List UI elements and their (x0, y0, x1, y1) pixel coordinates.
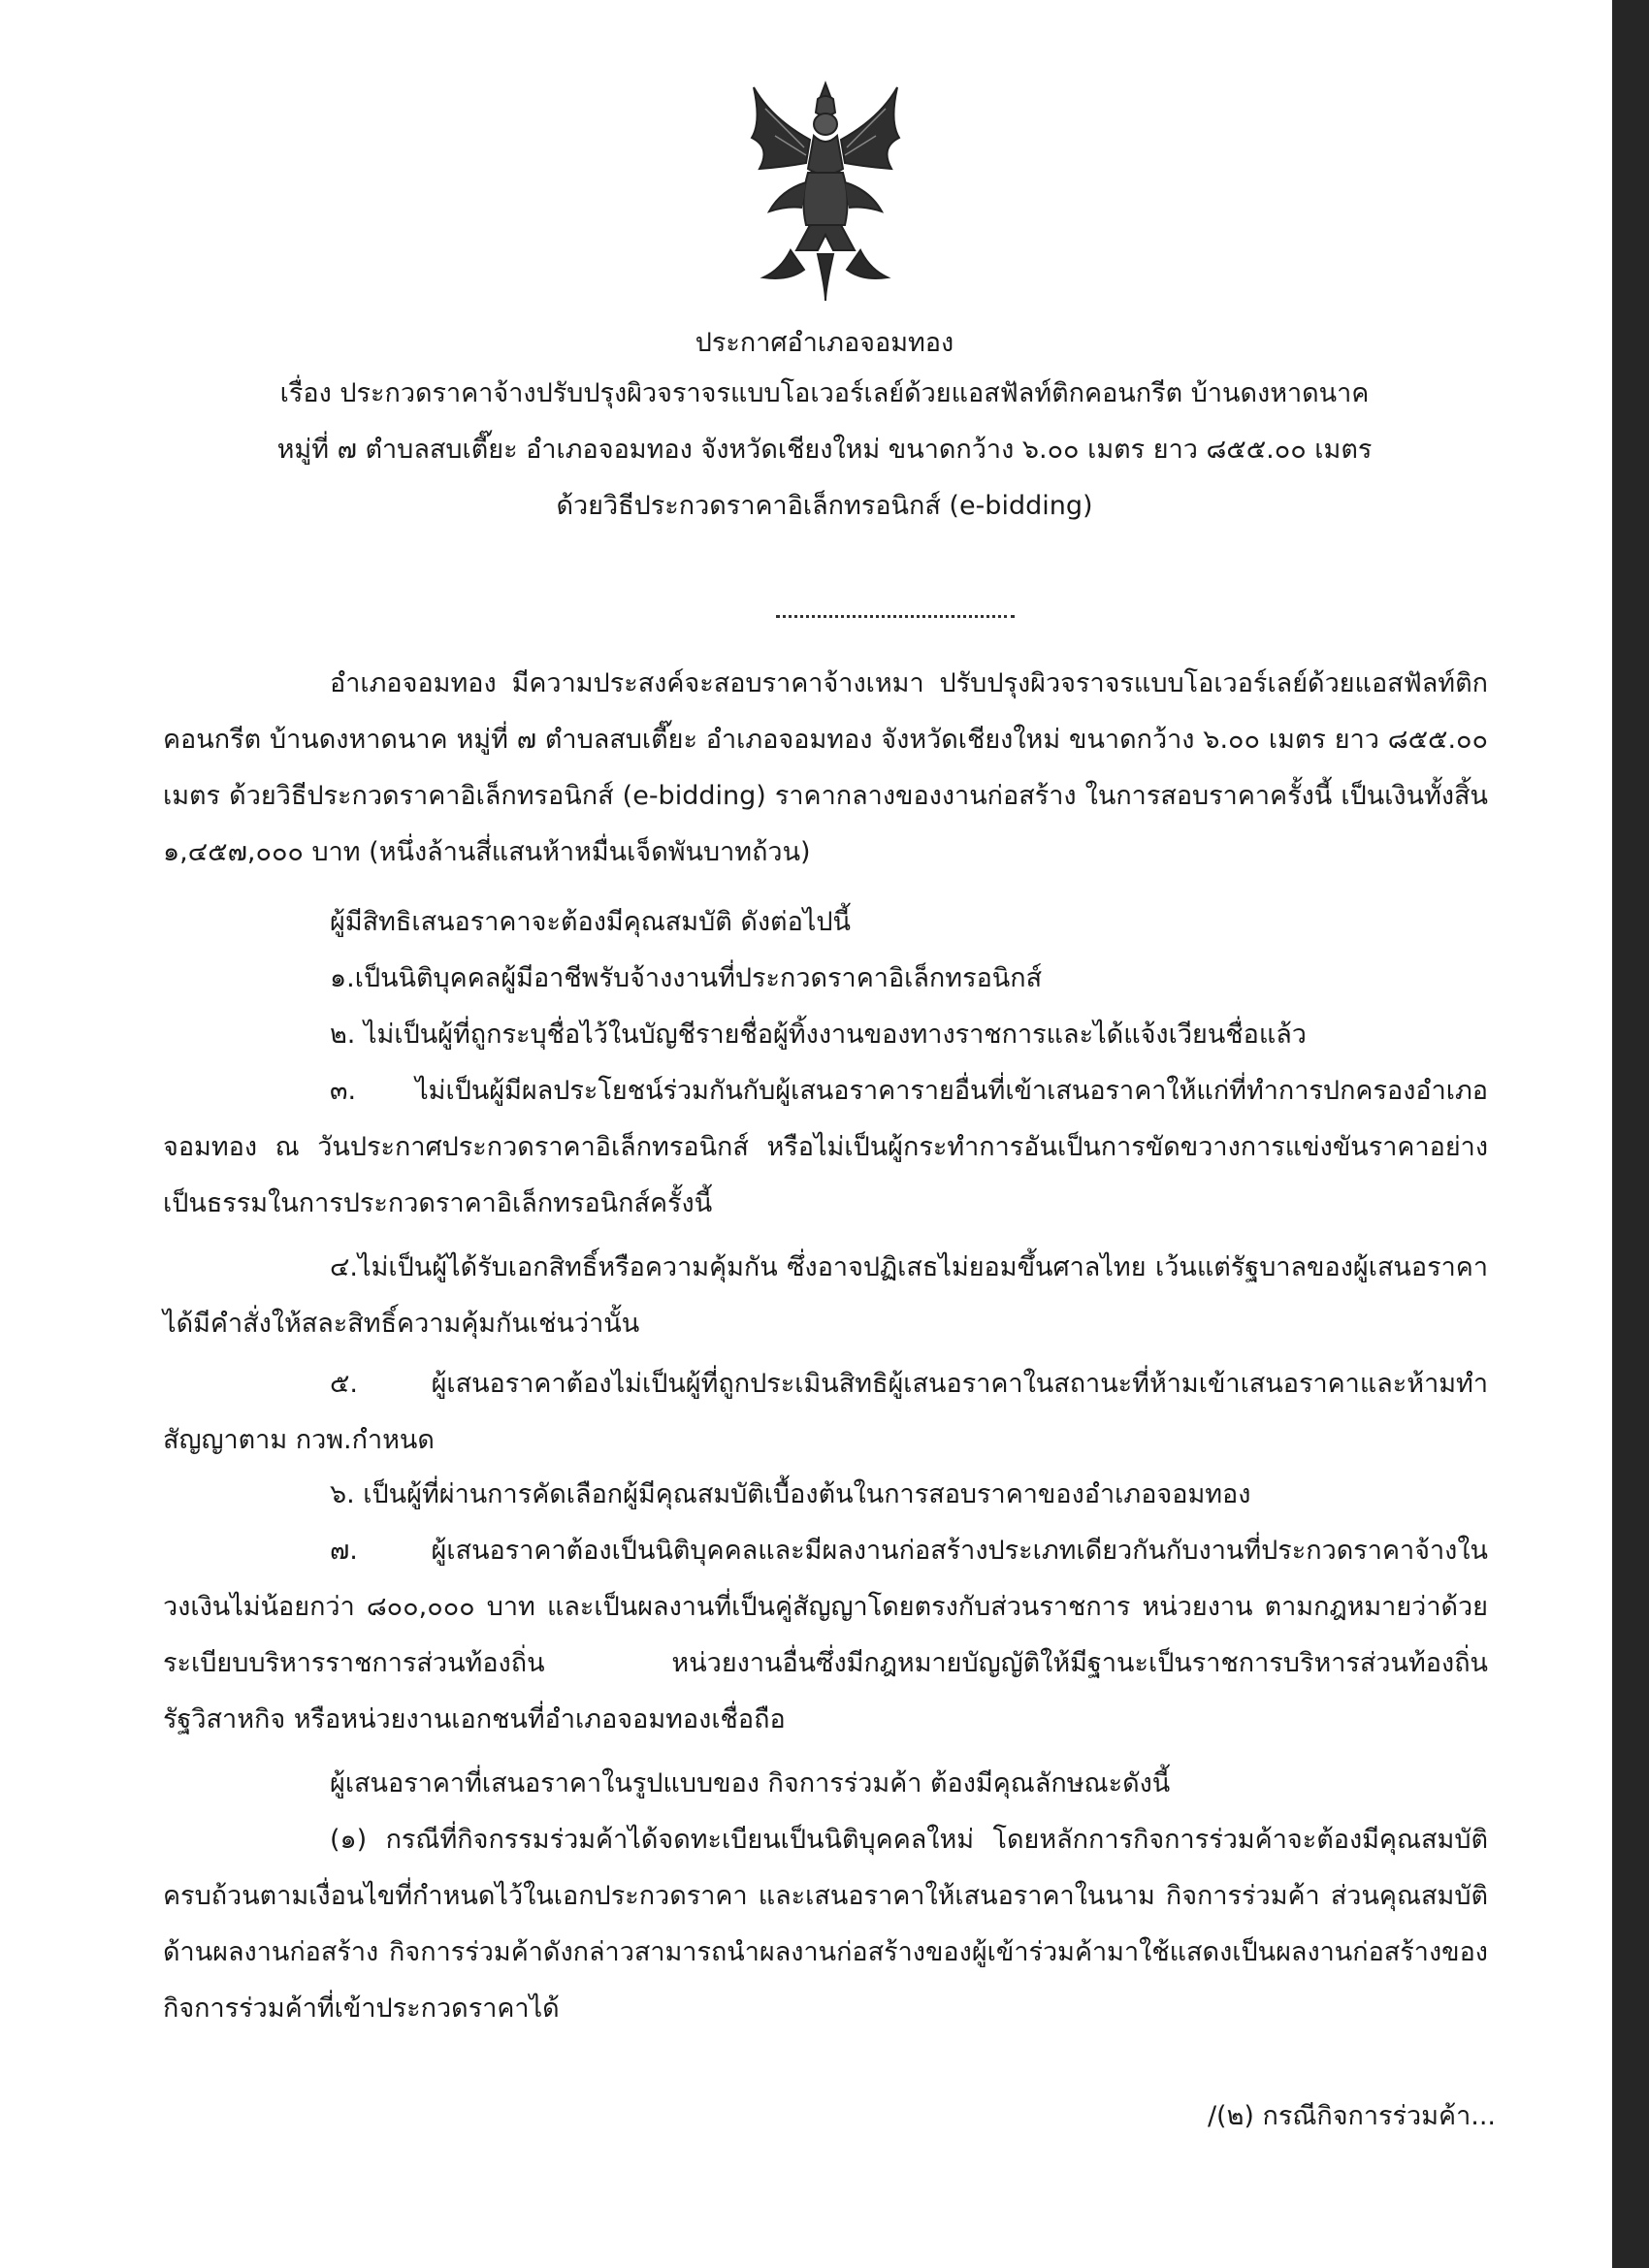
announcement-subject (0, 374, 1649, 543)
garuda-emblem-icon (742, 80, 909, 305)
qualification-item-4: ๔.ไม่เป็นผู้ได้รับเอกสิทธิ์หรือความคุ้มกัน ซึ่งอาจปฏิเสธไม่ยอมขึ้นศาลไทย เว้นแต่รัฐบาลของผู้เสนอราคาได้มีคำสั่งให้สละสิทธิ์ความคุ้มกันเช่นว่านั้น (163, 1252, 1488, 1339)
subject-line-3: ด้วยวิธีประกวดราคาอิเล็กทรอนิกส์ (e-bidding) (556, 491, 1093, 521)
qualification-item-3: ๓. ไม่เป็นผู้มีผลประโยชน์ร่วมกันกับผู้เสนอราคารายอื่นที่เข้าเสนอราคาให้แก่ที่ทำการปกครองอำเภอจอมทอง ณ วันประกาศประกวดราคาอิเล็กทรอนิกส์ หรือไม่เป็นผู้กระทำการอันเป็นการขัดขวางการแข่งขันราคาอย่างเป็นธรรมในการประกวดราคาอิเล็กทรอนิกส์ครั้งนี้ (163, 1076, 1488, 1218)
intro-paragraph: อำเภอจอมทอง มีความประสงค์จะสอบราคาจ้างเหมา ปรับปรุงผิวจราจรแบบโอเวอร์เลย์ด้วยแอสฟัลท์ติกคอนกรีต บ้านดงหาดนาค หมู่ที่ ๗ ตำบลสบเตี๊ยะ อำเภอจอมทอง จังหวัดเชียงใหม่ ขนาดกว้าง ๖.๐๐ เมตร ยาว ๘๕๕.๐๐ เมตร ด้วยวิธีประกวดราคาอิเล็กทรอนิกส์ (e-bidding) ราคากลางของงานก่อสร้าง ในการสอบราคาครั้งนี้ เป็นเงินทั้งสิ้น ๑,๔๕๗,๐๐๐ บาท (หนึ่งล้านสี่แสนห้าหมื่นเจ็ดพันบาทถ้วน) (163, 668, 1488, 867)
joint-venture-heading: ผู้เสนอราคาที่เสนอราคาในรูปแบบของ กิจการร่วมค้า ต้องมีคุณลักษณะดังนี้ (330, 1768, 1171, 1798)
qualification-item-2: ๒. ไม่เป็นผู้ที่ถูกระบุชื่อไว้ในบัญชีรายชื่อผู้ทิ้งงานของทางราชการและได้แจ้งเวียนชื่อแล้ว (330, 1020, 1307, 1050)
page-continuation: /(๒) กรณีกิจการร่วมค้า... (1207, 2101, 1496, 2131)
announcement-title: ประกาศอำเภอจอมทอง (695, 328, 954, 358)
qualification-item-5: ๕. ผู้เสนอราคาต้องไม่เป็นผู้ที่ถูกประเมินสิทธิผู้เสนอราคาในสถานะที่ห้ามเข้าเสนอราคาและห้ามทำสัญญาตาม กวพ.กำหนด (163, 1369, 1488, 1455)
qualification-item-7: ๗. ผู้เสนอราคาต้องเป็นนิติบุคคลและมีผลงานก่อสร้างประเภทเดียวกันกับงานที่ประกวดราคาจ้างในวงเงินไม่น้อยกว่า ๘๐๐,๐๐๐ บาท และเป็นผลงานที่เป็นคู่สัญญาโดยตรงกับส่วนราชการ หน่วยงาน ตามกฎหมายว่าด้วยระเบียบบริหารราชการส่วนท้องถิ่น หน่วยงานอื่นซึ่งมีกฎหมายบัญญัติให้มีฐานะเป็นราชการบริหารส่วนท้องถิ่น รัฐวิสาหกิจ หรือหน่วยงานเอกชนที่อำเภอจอมทองเชื่อถือ (163, 1536, 1488, 1734)
qualification-item-1: ๑.เป็นนิติบุคคลผู้มีอาชีพรับจ้างงานที่ประกวดราคาอิเล็กทรอนิกส์ (330, 963, 1043, 993)
dotted-divider (776, 615, 1015, 618)
subject-line-2: หมู่ที่ ๗ ตำบลสบเตี๊ยะ อำเภอจอมทอง จังหวัดเชียงใหม่ ขนาดกว้าง ๖.๐๐ เมตร ยาว ๘๕๕.๐๐ เมตร (276, 435, 1373, 465)
qualifications-heading: ผู้มีสิทธิเสนอราคาจะต้องมีคุณสมบัติ ดังต่อไปนี้ (330, 907, 851, 937)
qualification-item-6: ๖. เป็นผู้ที่ผ่านการคัดเลือกผู้มีคุณสมบัติเบื้องต้นในการสอบราคาของอำเภอจอมทอง (330, 1479, 1251, 1509)
subject-line-1: เรื่อง ประกวดราคาจ้างปรับปรุงผิวจราจรแบบโอเวอร์เลย์ด้วยแอสฟัลท์ติกคอนกรีต บ้านดงหาดนาค (279, 378, 1370, 408)
joint-venture-case-1: (๑) กรณีที่กิจกรรมร่วมค้าได้จดทะเบียนเป็นนิติบุคคลใหม่ โดยหลักการกิจการร่วมค้าจะต้องมีคุณสมบัติครบถ้วนตามเงื่อนไขที่กำหนดไว้ในเอกประกวดราคา และเสนอราคาให้เสนอราคาในนาม กิจการร่วมค้า ส่วนคุณสมบัติด้านผลงานก่อสร้าง กิจการร่วมค้าดังกล่าวสามารถนำผลงานก่อสร้างของผู้เข้าร่วมค้ามาใช้แสดงเป็นผลงานก่อสร้างของกิจการร่วมค้าที่เข้าประกวดราคาได้ (163, 1825, 1488, 2024)
